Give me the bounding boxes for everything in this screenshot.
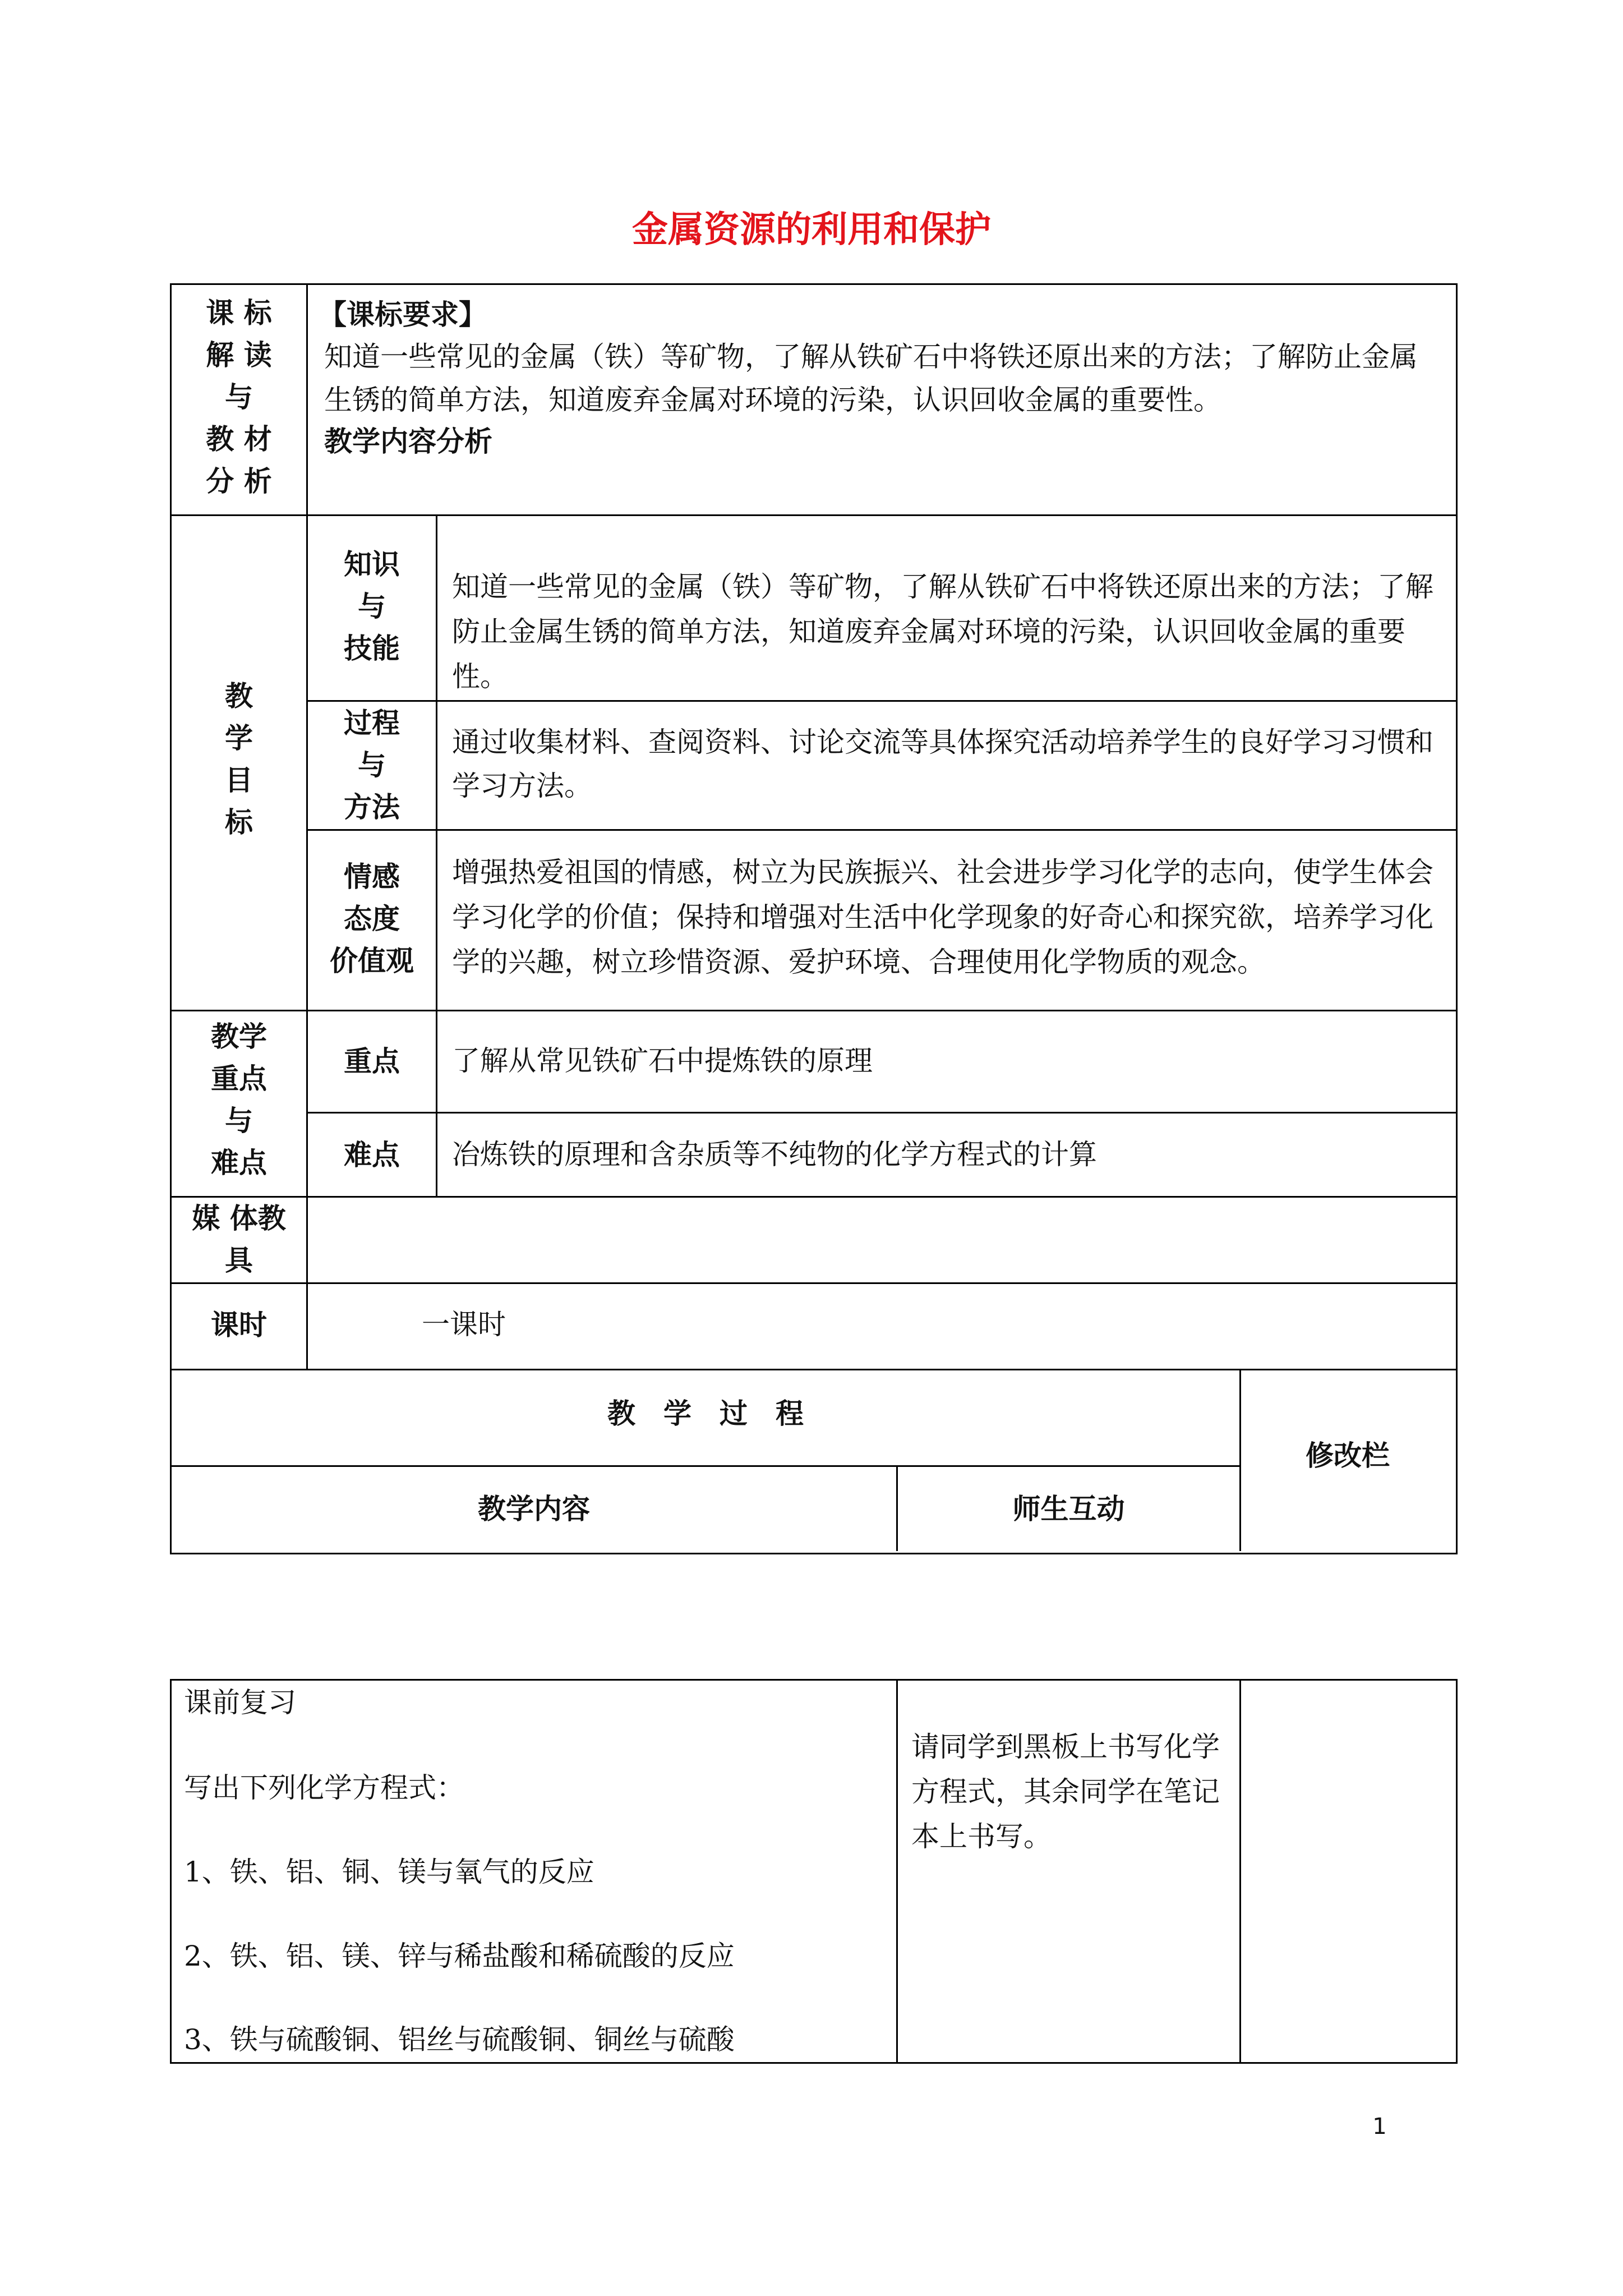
table-grid-line [170, 1196, 1456, 1198]
difficult-label: 难点 [344, 1138, 400, 1171]
key-label: 重点 [344, 1045, 400, 1078]
revision-item: 2、铁、铝、镁、锌与稀盐酸和稀硫酸的反应 [184, 1940, 735, 1972]
process-header: 教 学 过 程 [607, 1397, 804, 1430]
revision-column-header: 修改栏 [1306, 1439, 1390, 1472]
process-text: 通过收集材料、查阅资料、讨论交流等具体探究活动培养学生的良好学习习惯和学习方法。 [452, 726, 1433, 802]
revision-instruction: 写出下列化学方程式： [184, 1772, 464, 1804]
revision-item: 3、铁与硫酸铜、铝丝与硫酸铜、铜丝与硫酸 [184, 2023, 735, 2056]
table-grid-line [170, 514, 1456, 516]
table-grid-line [170, 1369, 1456, 1370]
goals-label: 教 学 目 标 [225, 679, 253, 839]
difficult-text: 冶炼铁的原理和含杂质等不纯物的化学方程式的计算 [452, 1138, 1097, 1171]
interaction-text: 请同学到黑板上书写化学方程式，其余同学在笔记本上书写。 [911, 1731, 1220, 1853]
media-label: 媒 体教 具 [192, 1202, 286, 1277]
table-grid-line [306, 829, 1456, 831]
requirement-text: 知道一些常见的金属（铁）等矿物，了解从铁矿石中将铁还原出来的方法；了解防止金属生锈的简单方法，知道废弃金属对环境的污染，认识回收金属的重要性。 [324, 341, 1418, 416]
knowledge-text: 知道一些常见的金属（铁）等矿物，了解从铁矿石中将铁还原出来的方法；了解防止金属生锈的简单方法，知道废弃金属对环境的污染，认识回收金属的重要性。 [452, 570, 1433, 693]
table-grid-line [306, 700, 1456, 702]
table-grid-line [436, 514, 437, 1196]
emotion-text: 增强热爱祖国的情感，树立为民族振兴、社会进步学习化学的志向，使学生体会学习化学的价值；保持和增强对生活中化学现象的好奇心和探究欲，培养学习化学的兴趣，树立珍惜资源、爱护环境、合理使用化学物质的观念。 [452, 856, 1433, 978]
page-title: 金属资源的利用和保护 [632, 209, 991, 251]
content-column-header: 教学内容 [478, 1492, 590, 1525]
table-grid-line [170, 1465, 1241, 1467]
table-grid-line [1239, 1679, 1241, 2062]
requirement-heading: 【课标要求】 [319, 298, 487, 331]
hours-label: 课时 [211, 1308, 267, 1341]
knowledge-label: 知识 与 技能 [344, 547, 400, 665]
revision-heading: 课前复习 [184, 1686, 296, 1719]
analysis-heading: 教学内容分析 [324, 425, 492, 458]
table-grid-line [896, 1679, 898, 2062]
process-label: 过程 与 方法 [344, 706, 400, 823]
table-grid-line [306, 1112, 1456, 1114]
table-grid-line [170, 1282, 1456, 1284]
table-grid-line [170, 1010, 1456, 1011]
emotion-label: 情感 态度 价值观 [330, 860, 414, 977]
page-number: 1 [1372, 2114, 1387, 2139]
reading-label: 课 标 解 读 与 教 材 分 析 [206, 296, 272, 498]
keypoints-label: 教学 重点 与 难点 [211, 1020, 267, 1179]
key-text: 了解从常见铁矿石中提炼铁的原理 [452, 1045, 873, 1077]
interaction-column-header: 师生互动 [1012, 1492, 1125, 1525]
hours-value: 一课时 [422, 1308, 506, 1341]
revision-item: 1、铁、铝、铜、镁与氧气的反应 [184, 1856, 594, 1888]
